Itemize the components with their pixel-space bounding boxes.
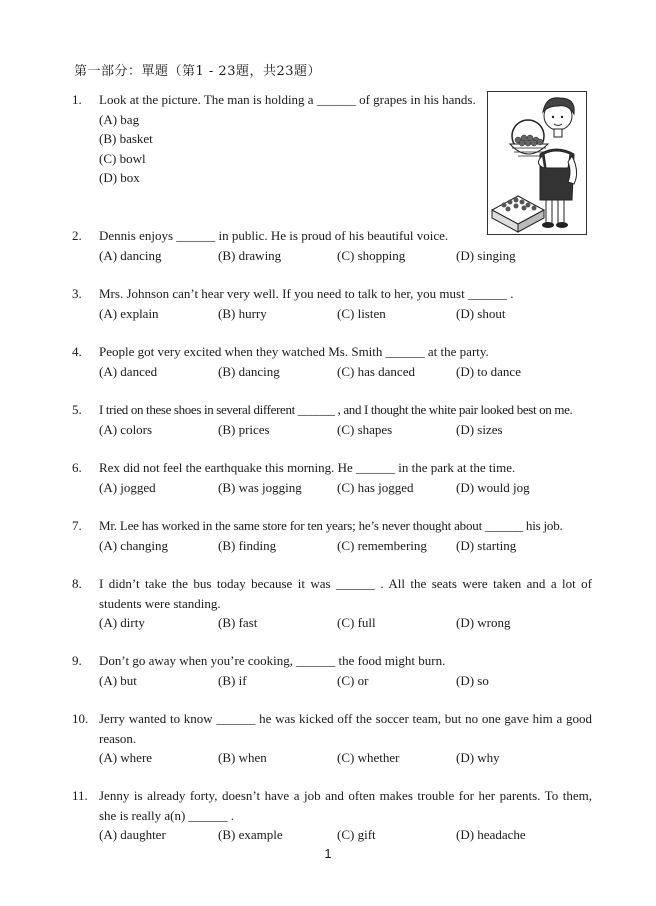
question-number: 9.	[72, 653, 82, 668]
option-c[interactable]: (C) shapes	[337, 421, 393, 437]
option-c[interactable]: (C) gift	[337, 827, 376, 842]
question-stem: Look at the picture. The man is holding a ______ of grapes in his hands.	[99, 92, 476, 107]
question-stem: Dennis enjoys ______ in public. He is proud of his beautiful voice.	[99, 228, 449, 243]
option-c[interactable]: (C) or	[337, 672, 369, 688]
option-a[interactable]: (A) explain	[99, 305, 159, 321]
question-11	[72, 786, 592, 845]
question-8	[72, 574, 592, 633]
option-c[interactable]: (C) has jogged	[337, 479, 414, 495]
question-number: 10.	[72, 711, 89, 726]
option-b[interactable]: (B) when	[218, 750, 267, 765]
option-c[interactable]: (C) has danced	[337, 363, 415, 379]
question-3	[72, 284, 592, 323]
question-stem: I tried on these shoes in several different ______ , and I thought the white pair looked best on me.	[99, 402, 573, 417]
option-b[interactable]: (B) prices	[218, 421, 270, 437]
option-a[interactable]: (A) but	[99, 672, 137, 688]
question-number: 11.	[72, 788, 88, 803]
option-d[interactable]: (D) box	[99, 170, 140, 185]
question-2	[72, 226, 592, 265]
options	[99, 478, 592, 498]
question-stem: Rex did not feel the earthquake this morning. He ______ in the park at the time.	[99, 460, 516, 475]
option-d[interactable]: (D) to dance	[456, 363, 521, 379]
option-c[interactable]: (C) listen	[337, 305, 386, 321]
question-number: 3.	[72, 286, 82, 301]
man-holding-basket-icon	[488, 92, 586, 234]
option-d[interactable]: (D) starting	[456, 537, 517, 553]
page-number: 1	[324, 846, 332, 861]
option-b[interactable]: (B) fast	[218, 615, 258, 630]
question-stem: Jerry wanted to know ______ he was kicked off the soccer team, but no one gave him a good reason.	[99, 711, 592, 746]
option-b[interactable]: (B) example	[218, 827, 283, 842]
option-d[interactable]: (D) shout	[456, 305, 506, 321]
option-c[interactable]: (C) remembering	[337, 537, 427, 553]
question-number: 7.	[72, 518, 82, 533]
option-a[interactable]: (A) danced	[99, 363, 158, 379]
question-7	[72, 516, 592, 555]
option-b[interactable]: (B) was jogging	[218, 479, 302, 495]
option-b[interactable]: (B) drawing	[218, 247, 282, 263]
question-number: 6.	[72, 460, 82, 475]
options	[99, 304, 592, 324]
question-5	[72, 400, 592, 439]
option-a[interactable]: (A) jogged	[99, 479, 156, 495]
option-c[interactable]: (C) bowl	[99, 150, 146, 166]
options	[99, 362, 592, 382]
options	[99, 825, 592, 845]
question-stem: Jenny is already forty, doesn’t have a job and often makes trouble for her parents. To them, she is really a(n) ______ .	[99, 788, 592, 823]
question-6	[72, 458, 592, 497]
option-b[interactable]: (B) dancing	[218, 363, 280, 379]
option-d[interactable]: (D) headache	[456, 827, 526, 842]
option-a[interactable]: (A) colors	[99, 421, 153, 437]
options	[99, 536, 592, 556]
question-stem: Mr. Lee has worked in the same store for ten years; he’s never thought about ______ his job.	[99, 518, 563, 533]
option-b[interactable]: (B) hurry	[218, 305, 267, 321]
option-d[interactable]: (D) why	[456, 750, 500, 765]
option-c[interactable]: (C) shopping	[337, 247, 406, 263]
options	[99, 748, 592, 768]
option-a[interactable]: (A) dancing	[99, 247, 162, 263]
question-stem: Don’t go away when you’re cooking, ______ the food might burn.	[99, 653, 446, 668]
option-a[interactable]: (A) bag	[99, 111, 140, 127]
option-b[interactable]: (B) basket	[99, 131, 153, 146]
option-b[interactable]: (B) finding	[218, 537, 277, 553]
question-stem: I didn’t take the bus today because it was ______ . All the seats were taken and a lot of students were standing.	[99, 576, 592, 611]
question-1	[72, 90, 482, 188]
options	[99, 420, 592, 440]
section-header: 第一部分：單題（第1 - 23題，共23題）	[74, 64, 322, 79]
option-d[interactable]: (D) sizes	[456, 421, 503, 437]
question-number: 1.	[72, 92, 82, 107]
option-a[interactable]: (A) daughter	[99, 827, 166, 842]
question-stem: People got very excited when they watched Ms. Smith ______ at the party.	[99, 344, 489, 359]
option-d[interactable]: (D) wrong	[456, 615, 511, 630]
option-d[interactable]: (D) so	[456, 672, 489, 688]
options	[99, 613, 592, 633]
options	[99, 246, 592, 266]
option-d[interactable]: (D) would jog	[456, 479, 530, 495]
options	[99, 110, 482, 188]
option-a[interactable]: (A) changing	[99, 537, 168, 553]
question-number: 2.	[72, 228, 82, 243]
question-10	[72, 709, 592, 768]
option-a[interactable]: (A) dirty	[99, 615, 145, 630]
question-stem: Mrs. Johnson can’t hear very well. If you need to talk to her, you must ______ .	[99, 286, 514, 301]
option-b[interactable]: (B) if	[218, 672, 247, 688]
option-c[interactable]: (C) whether	[337, 750, 400, 765]
options	[99, 671, 592, 691]
question-number: 8.	[72, 576, 82, 591]
question-number: 4.	[72, 344, 82, 359]
question-9	[72, 651, 592, 690]
option-a[interactable]: (A) where	[99, 750, 153, 765]
grapes-basket-picture	[487, 91, 587, 235]
question-number: 5.	[72, 402, 82, 417]
option-d[interactable]: (D) singing	[456, 247, 516, 263]
option-c[interactable]: (C) full	[337, 615, 376, 630]
question-4	[72, 342, 592, 381]
